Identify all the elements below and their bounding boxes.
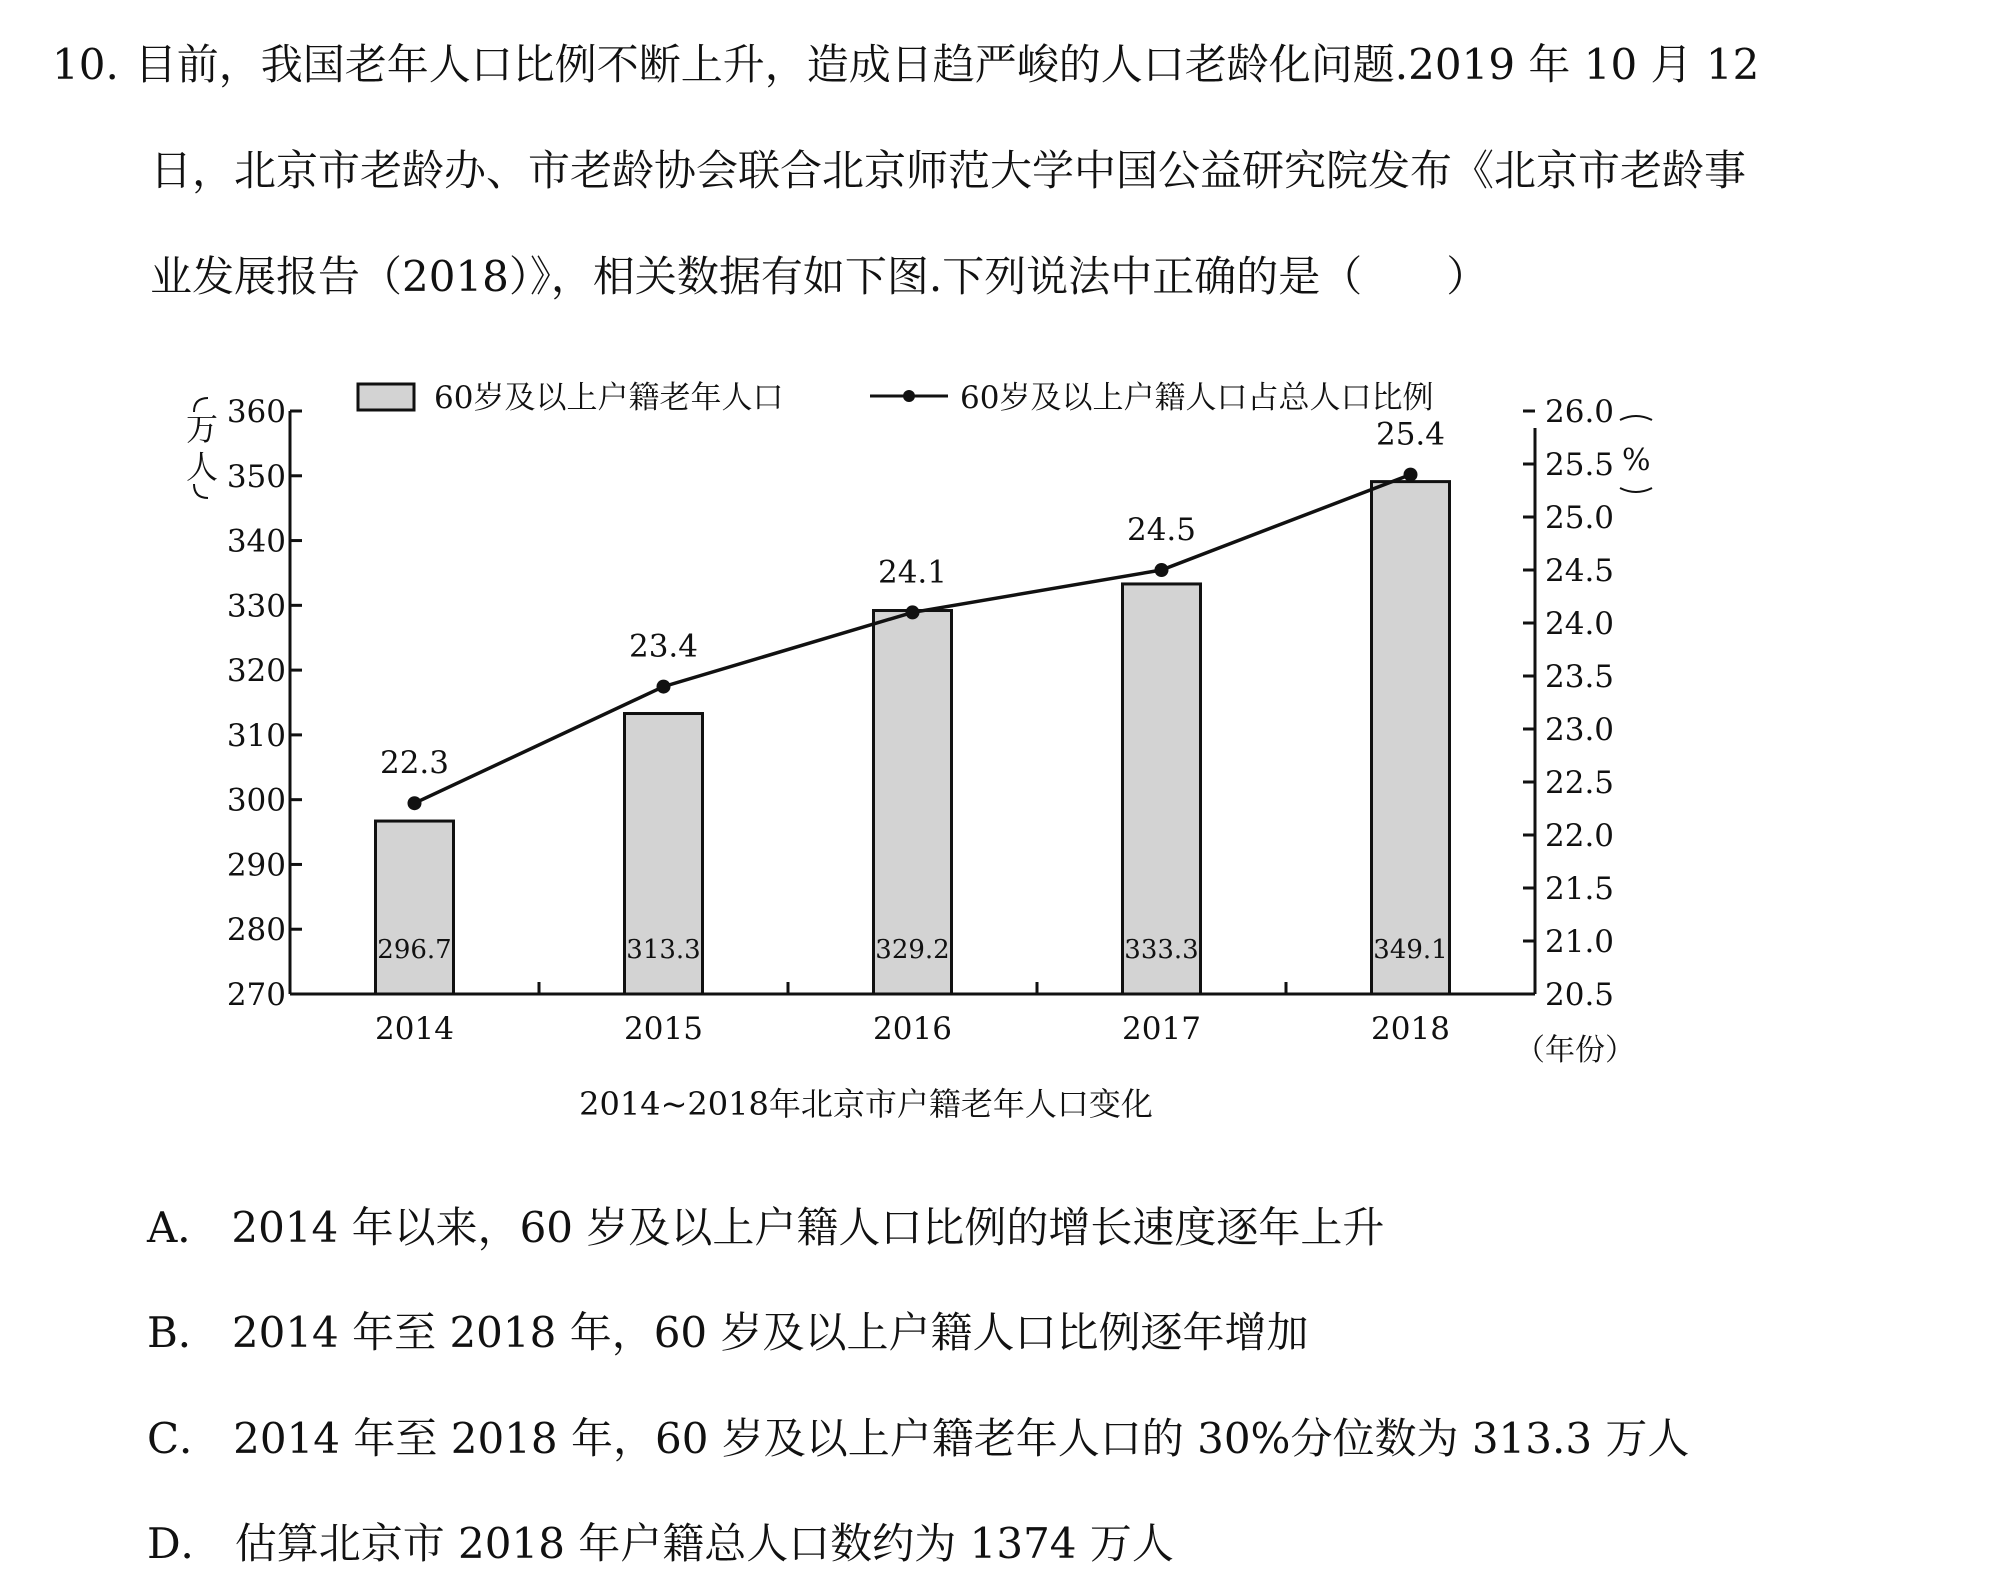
question-line-3: 业发展报告（2018）》，相关数据有如下图.下列说法中正确的是（ ） bbox=[150, 252, 1489, 301]
left-axis-unit bbox=[186, 398, 218, 498]
question-number: 10. bbox=[52, 40, 119, 89]
right-axis-unit-char: % bbox=[1622, 443, 1651, 478]
ratio-point bbox=[1404, 468, 1418, 482]
question-line-2: 日，北京市老龄办、市老龄协会联合北京师范大学中国公益研究院发布《北京市老龄事 bbox=[150, 146, 1747, 195]
left-axis-tick-label: 290 bbox=[226, 847, 286, 884]
left-axis-tick-label: 360 bbox=[226, 394, 286, 430]
left-axis-tick-label: 340 bbox=[226, 523, 286, 560]
ratio-point bbox=[1155, 563, 1169, 577]
right-axis-tick-label: 21.0 bbox=[1545, 924, 1615, 960]
option-d-letter: D． bbox=[147, 1519, 223, 1568]
question-text-1: 目前，我国老年人口比例不断上升，造成日趋严峻的人口老龄化问题.2019 年 10 月 12 bbox=[134, 40, 1760, 89]
right-axis-tick-label: 23.0 bbox=[1545, 712, 1615, 748]
chart-title: 2014~2018年北京市户籍老年人口变化 bbox=[579, 1085, 1153, 1123]
option-a-letter: A． bbox=[147, 1203, 220, 1252]
ratio-point-label: 23.4 bbox=[628, 628, 699, 665]
left-axis-tick-label: 270 bbox=[226, 977, 286, 1013]
x-axis-tick-label: 2016 bbox=[873, 1011, 952, 1047]
option-d-text: 估算北京市 2018 年户籍总人口数约为 1374 万人 bbox=[234, 1519, 1174, 1568]
bar bbox=[1123, 584, 1201, 994]
right-axis-tick-label: 24.5 bbox=[1545, 553, 1615, 589]
left-axis-unit-char-1: 万 bbox=[186, 410, 219, 448]
left-axis-tick-label: 320 bbox=[226, 653, 286, 690]
left-axis-tick-label: 280 bbox=[226, 912, 286, 949]
left-axis-tick-label: 310 bbox=[226, 717, 286, 754]
x-axis-tick-label: 2014 bbox=[375, 1011, 454, 1047]
ratio-point-label: 25.4 bbox=[1375, 416, 1446, 453]
left-axis-tick-label: 330 bbox=[226, 588, 286, 625]
legend-line-marker bbox=[903, 390, 915, 402]
legend bbox=[358, 380, 1433, 416]
legend-bar-swatch bbox=[358, 384, 414, 410]
right-axis-tick-label: 25.0 bbox=[1545, 500, 1615, 536]
ratio-point bbox=[906, 605, 920, 619]
ratio-point bbox=[657, 680, 671, 694]
left-axis-unit-char-2: 人 bbox=[186, 448, 219, 486]
left-axis-tick-label: 300 bbox=[226, 782, 286, 819]
bar-value-label: 349.1 bbox=[1373, 935, 1448, 965]
right-axis-unit bbox=[1620, 416, 1652, 492]
bar bbox=[376, 821, 454, 994]
option-c[interactable] bbox=[147, 1414, 1690, 1463]
bar-value-label: 333.3 bbox=[1124, 935, 1199, 965]
ratio-point-label: 24.5 bbox=[1126, 512, 1197, 548]
left-axis-tick-label: 350 bbox=[226, 458, 286, 495]
option-a-text: 2014 年以来，60 岁及以上户籍人口比例的增长速度逐年上升 bbox=[231, 1203, 1385, 1252]
option-a[interactable] bbox=[147, 1203, 1385, 1252]
ratio-point-label: 24.1 bbox=[877, 554, 948, 591]
ratio-point-label: 22.3 bbox=[379, 745, 450, 782]
bar-value-label: 296.7 bbox=[377, 935, 452, 965]
bar-value-label: 329.2 bbox=[875, 935, 950, 965]
right-axis-tick-label: 21.5 bbox=[1545, 871, 1615, 907]
bar-value-label: 313.3 bbox=[626, 935, 701, 965]
x-axis-tick-label: 2017 bbox=[1122, 1011, 1201, 1047]
x-axis-label: （年份） bbox=[1515, 1033, 1635, 1068]
right-axis-tick-label: 23.5 bbox=[1545, 659, 1615, 695]
right-axis-tick-label: 22.0 bbox=[1545, 818, 1615, 854]
right-axis-tick-label: 26.0 bbox=[1545, 394, 1615, 430]
option-b-text: 2014 年至 2018 年，60 岁及以上户籍人口比例逐年增加 bbox=[231, 1308, 1309, 1357]
ratio-point bbox=[408, 796, 422, 810]
option-c-text: 2014 年至 2018 年，60 岁及以上户籍老年人口的 30%分位数为 313.3 万人 bbox=[233, 1414, 1690, 1463]
legend-line-label: 60岁及以上户籍人口占总人口比例 bbox=[960, 380, 1434, 416]
legend-bar-label: 60岁及以上户籍老年人口 bbox=[434, 380, 784, 416]
option-b-letter: B． bbox=[147, 1308, 220, 1357]
right-axis-tick-label: 25.5 bbox=[1545, 447, 1615, 483]
option-b[interactable] bbox=[147, 1308, 1309, 1357]
right-axis-tick-label: 24.0 bbox=[1545, 606, 1615, 642]
right-axis-tick-label: 20.5 bbox=[1545, 977, 1615, 1013]
x-axis-tick-label: 2015 bbox=[624, 1011, 703, 1047]
option-c-letter: C． bbox=[147, 1414, 222, 1463]
x-axis-tick-label: 2018 bbox=[1371, 1011, 1450, 1047]
option-d[interactable] bbox=[147, 1519, 1174, 1568]
bar bbox=[1372, 482, 1450, 994]
right-axis-tick-label: 22.5 bbox=[1545, 765, 1615, 801]
